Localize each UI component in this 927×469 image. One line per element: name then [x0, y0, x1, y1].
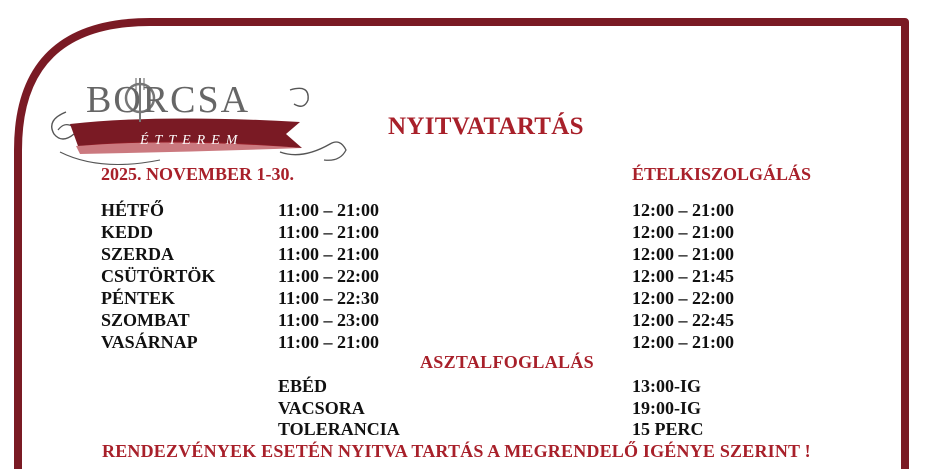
day-label: HÉTFŐ [101, 200, 165, 220]
borcsa-logo [40, 60, 360, 180]
day-label: PÉNTEK [101, 288, 176, 308]
day-label: VASÁRNAP [101, 332, 198, 352]
reservation-title: ASZTALFOGLALÁS [420, 352, 594, 372]
schedule-row [0, 310, 927, 332]
opening-hours: 11:00 – 23:00 [278, 310, 379, 330]
kitchen-header: ÉTELKISZOLGÁLÁS [632, 164, 812, 184]
kitchen-hours: 12:00 – 21:00 [632, 200, 734, 220]
kitchen-hours: 12:00 – 21:00 [632, 222, 734, 242]
schedule-row [0, 266, 927, 288]
reservation-value: 13:00-IG [632, 376, 701, 396]
day-label: KEDD [101, 222, 154, 242]
schedule-row [0, 222, 927, 244]
day-label: CSÜTÖRTÖK [101, 266, 216, 286]
kitchen-hours: 12:00 – 21:00 [632, 244, 734, 264]
kitchen-hours: 12:00 – 22:45 [632, 310, 734, 330]
opening-hours: 11:00 – 22:00 [278, 266, 379, 286]
logo-name: BORCSA [86, 79, 251, 121]
schedule-row [0, 332, 927, 354]
day-label: SZERDA [101, 244, 175, 264]
opening-hours: 11:00 – 21:00 [278, 332, 379, 352]
schedule-row [0, 200, 927, 222]
opening-hours: 11:00 – 21:00 [278, 244, 379, 264]
reservation-label: EBÉD [278, 376, 328, 396]
reservation-row [0, 376, 927, 398]
schedule-row [0, 288, 927, 310]
reservation-row [0, 398, 927, 420]
opening-hours: 11:00 – 21:00 [278, 200, 379, 220]
kitchen-hours: 12:00 – 21:45 [632, 266, 734, 286]
reservation-label: VACSORA [278, 398, 365, 418]
page-title: NYITVATARTÁS [388, 113, 584, 140]
reservation-label: TOLERANCIA [278, 419, 400, 439]
opening-hours: 11:00 – 22:30 [278, 288, 379, 308]
kitchen-hours: 12:00 – 21:00 [632, 332, 734, 352]
kitchen-hours: 12:00 – 22:00 [632, 288, 734, 308]
reservation-row [0, 419, 927, 441]
day-label: SZOMBAT [101, 310, 190, 330]
reservation-value: 19:00-IG [632, 398, 701, 418]
reservation-value: 15 PERC [632, 419, 704, 439]
period-label: 2025. NOVEMBER 1-30. [101, 164, 294, 184]
events-notice: RENDEZVÉNYEK ESETÉN NYITVA TARTÁS A MEGRENDELŐ IGÉNYE SZERINT ! [102, 441, 811, 461]
opening-hours: 11:00 – 21:00 [278, 222, 379, 242]
logo-subtitle: ÉTTEREM [140, 133, 244, 148]
schedule-row [0, 244, 927, 266]
